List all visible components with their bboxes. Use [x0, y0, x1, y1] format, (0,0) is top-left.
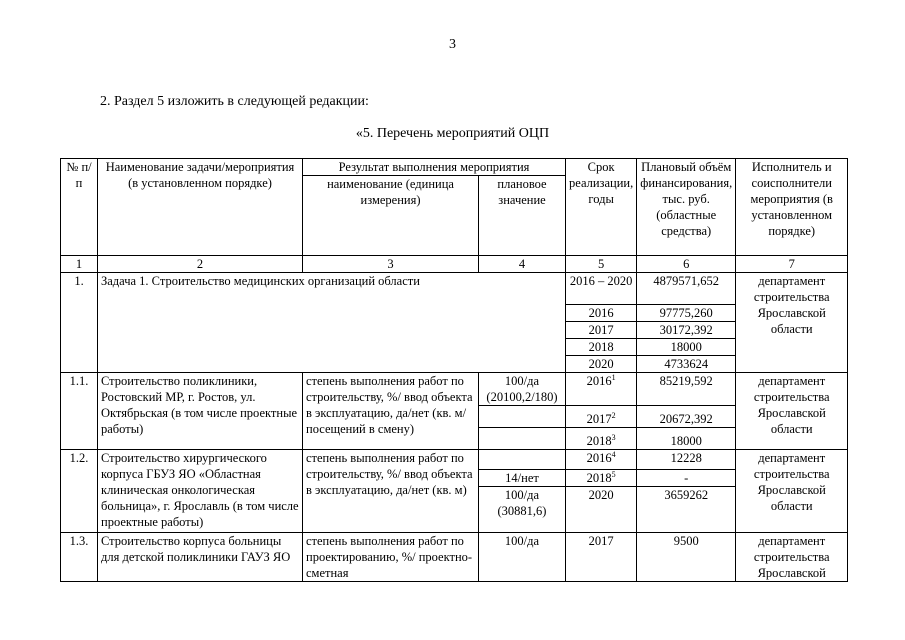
term-cell: 2018$^5$ — [566, 470, 637, 487]
measures-table — [60, 158, 848, 582]
row-num: 1. — [61, 273, 98, 373]
plan-cell: 100/да (30881,6) — [479, 487, 566, 533]
amount-cell: 12228 — [637, 450, 736, 470]
term-cell: 2020 — [566, 487, 637, 533]
header-result-plan: плановое значение — [479, 176, 566, 256]
col-number: 7 — [736, 256, 848, 273]
header-result: Результат выполнения мероприятия — [303, 159, 566, 176]
term-cell: 2016 — [566, 305, 637, 322]
term-cell: 2016$^1$ — [566, 373, 637, 406]
term-cell: 2018$^3$ — [566, 428, 637, 450]
amount-cell: 4879571,652 — [637, 273, 736, 305]
term-cell: 2018 — [566, 339, 637, 356]
table-row-1-2 — [61, 450, 848, 470]
footnote-mark: 3 — [611, 432, 616, 442]
page-number: 3 — [449, 37, 456, 52]
header-executor: Исполнитель и соисполнители мероприятия (в установленном порядке) — [736, 159, 848, 256]
amount-cell: 85219,592 — [637, 373, 736, 406]
term-cell: 2016 – 2020 — [566, 273, 637, 305]
indicator-cell: степень выполнения работ по проектированию, %/ проектно-сметная — [303, 533, 479, 582]
indicator-cell: степень выполнения работ по строительству, %/ ввод объекта в эксплуатацию, да/нет (кв. м/ посещений в смену) — [303, 373, 479, 450]
indicator-cell: степень выполнения работ по строительству, %/ ввод объекта в эксплуатацию, да/нет (кв. м) — [303, 450, 479, 533]
intro-text: 2. Раздел 5 изложить в следующей редакции: — [100, 94, 369, 109]
footnote-mark: 4 — [611, 449, 616, 459]
row-num: 1.2. — [61, 450, 98, 533]
plan-cell — [479, 406, 566, 428]
header-result-name: наименование (единица измерения) — [303, 176, 479, 256]
term-cell: 2017 — [566, 533, 637, 582]
amount-cell: 9500 — [637, 533, 736, 582]
term-cell: 2017 — [566, 322, 637, 339]
footnote-mark: 1 — [611, 372, 616, 382]
measure-name: Строительство корпуса больницы для детской поликлиники ГАУЗ ЯО — [98, 533, 303, 582]
executor-cell: департамент строительства Ярославской области — [736, 373, 848, 450]
executor-cell: департамент строительства Ярославской области — [736, 450, 848, 533]
executor-cell: департамент строительства Ярославской области — [736, 273, 848, 373]
plan-cell — [479, 450, 566, 470]
table-row-1-1 — [61, 373, 848, 406]
col-number: 1 — [61, 256, 98, 273]
footnote-mark: 5 — [611, 469, 616, 479]
amount-cell: 18000 — [637, 339, 736, 356]
amount-cell: 30172,392 — [637, 322, 736, 339]
term-cell: 2017$^2$ — [566, 406, 637, 428]
table-row-1-3 — [61, 533, 848, 582]
header-term: Срок реализации, годы — [566, 159, 637, 256]
term-cell: 2016$^4$ — [566, 450, 637, 470]
plan-cell: 100/да (20100,2/180) — [479, 373, 566, 406]
term-cell: 2020 — [566, 356, 637, 373]
amount-cell: 3659262 — [637, 487, 736, 533]
amount-cell: 97775,260 — [637, 305, 736, 322]
amount-cell: 18000 — [637, 428, 736, 450]
header-num: № п/п — [61, 159, 98, 256]
col-number: 5 — [566, 256, 637, 273]
amount-cell: 20672,392 — [637, 406, 736, 428]
amount-cell: 4733624 — [637, 356, 736, 373]
footnote-mark: 2 — [611, 410, 616, 420]
measure-name: Строительство хирургического корпуса ГБУЗ ЯО «Областная клиническая онкологическая больница», г. Ярославль (в том числе проектные работы) — [98, 450, 303, 533]
table-row-task-1 — [61, 273, 848, 305]
row-num: 1.3. — [61, 533, 98, 582]
header-volume: Плановый объём финансирования, тыс. руб. (областные средства) — [637, 159, 736, 256]
col-number: 4 — [479, 256, 566, 273]
col-number: 2 — [98, 256, 303, 273]
col-number: 6 — [637, 256, 736, 273]
column-numbers-row — [61, 256, 848, 273]
plan-cell: 100/да — [479, 533, 566, 582]
col-number: 3 — [303, 256, 479, 273]
executor-cell: департамент строительства Ярославской — [736, 533, 848, 582]
measure-name: Строительство поликлиники, Ростовский МР, г. Ростов, ул. Октябрьская (в том числе проектные работы) — [98, 373, 303, 450]
amount-cell: - — [637, 470, 736, 487]
header-task: Наименование задачи/мероприятия (в установленном порядке) — [98, 159, 303, 256]
plan-cell: 14/нет — [479, 470, 566, 487]
plan-cell — [479, 428, 566, 450]
section-caption: «5. Перечень мероприятий ОЦП — [355, 126, 550, 141]
task-name: Задача 1. Строительство медицинских организаций области — [98, 273, 566, 373]
row-num: 1.1. — [61, 373, 98, 450]
